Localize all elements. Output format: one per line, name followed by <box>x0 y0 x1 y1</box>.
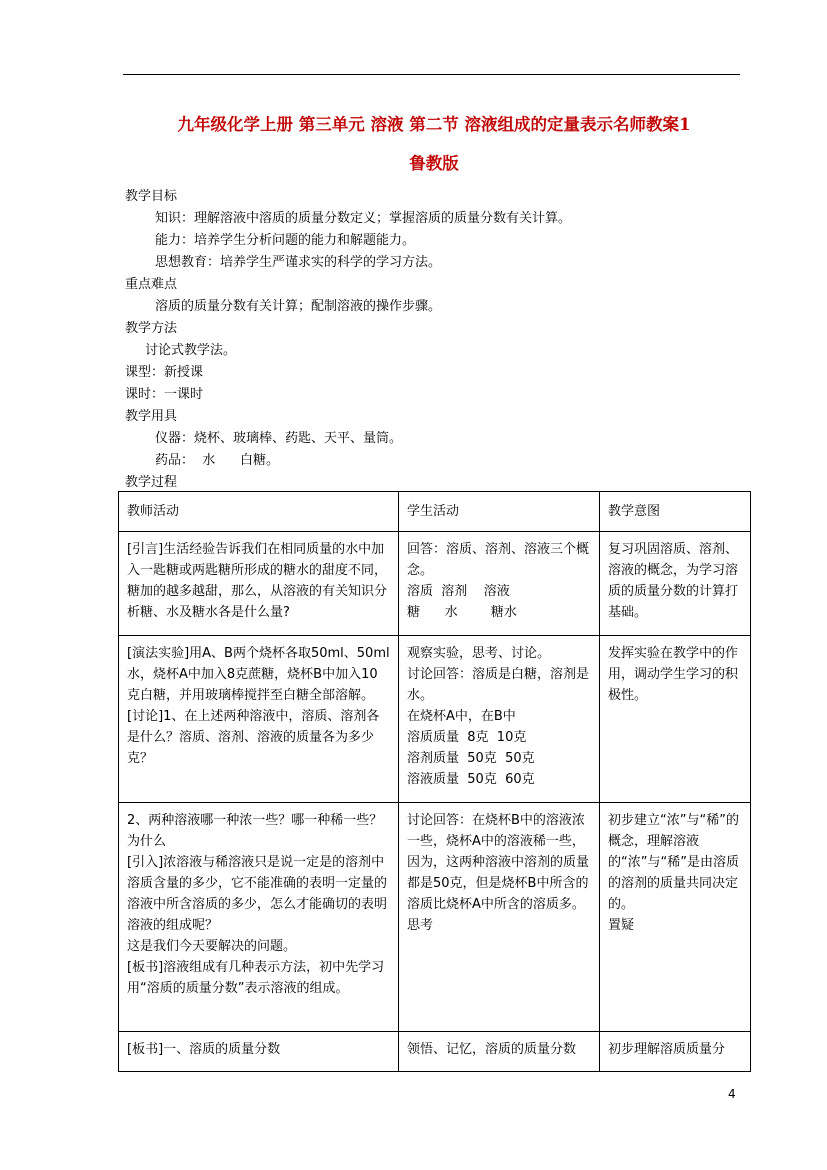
cell-paragraph: 溶液质量 50克 60克 <box>407 772 535 787</box>
teacher-activity-cell <box>119 1032 399 1072</box>
cell-paragraph: 这是我们今天要解决的问题。 <box>127 939 297 954</box>
cell-paragraph: 糖 水 糖水 <box>407 605 517 620</box>
cell-paragraph: [讨论]1、在上述两种溶液中，溶质、溶剂各是什么？溶质、溶剂、溶液的质量各为多少克？ <box>127 709 380 766</box>
cell-paragraph: 初步建立“浓”与“稀”的概念，理解溶液的“浓”与“稀”是由溶质的溶剂的质量共同决定的。 <box>608 813 739 912</box>
student-activity-cell <box>399 532 600 636</box>
table-header-row <box>119 492 751 532</box>
table-row <box>119 1032 751 1072</box>
cell-paragraph: [引入]浓溶液与稀溶液只是说一定是的溶剂中溶质含量的多少，它不能准确的表明一定量的溶液中所含溶质的多少，怎么才能确切的表明溶液的组成呢？ <box>127 855 388 933</box>
cell-paragraph: 回答：溶质、溶剂、溶液三个概念。 <box>407 542 590 578</box>
cell-paragraph: 复习巩固溶质、溶剂、溶液的概念，为学习溶质的质量分数的计算打基础。 <box>608 542 739 620</box>
cell-paragraph: 初步理解溶质质量分 <box>608 1042 726 1057</box>
teaching-process-table <box>118 491 751 1072</box>
teacher-activity-cell <box>119 636 399 803</box>
header-rule <box>123 74 740 75</box>
cell-paragraph: 溶剂质量 50克 50克 <box>407 751 535 766</box>
key-points-text: 溶质的质量分数有关计算；配制溶液的操作步骤。 <box>155 299 442 314</box>
teaching-intent-cell <box>600 1032 751 1072</box>
cell-paragraph: 在烧杯A中，在B中 <box>407 709 516 724</box>
teaching-intent-cell <box>600 636 751 803</box>
section-heading-key-points: 重点难点 <box>125 277 178 292</box>
teacher-activity-cell <box>119 803 399 1032</box>
student-activity-cell <box>399 803 600 1032</box>
cell-paragraph: 2、两种溶液哪一种浓一些？哪一种稀一些？为什么 <box>127 813 383 849</box>
section-heading-objectives: 教学目标 <box>125 189 178 204</box>
teacher-activity-cell <box>119 532 399 636</box>
cell-paragraph: 领悟、记忆，溶质的质量分数 <box>407 1042 577 1057</box>
cell-paragraph: 发挥实验在教学中的作用，调动学生学习的积极性。 <box>608 646 739 703</box>
lesson-type: 课型：新授课 <box>125 365 204 380</box>
teaching-intent-cell <box>600 532 751 636</box>
cell-paragraph: 置疑 <box>608 918 635 933</box>
section-heading-tools: 教学用具 <box>125 409 178 424</box>
header-student-activity: 学生活动 <box>399 492 600 532</box>
lesson-hours: 课时：一课时 <box>125 387 204 402</box>
tools-reagents: 药品： 水 白糖。 <box>155 453 280 468</box>
student-activity-cell <box>399 1032 600 1072</box>
cell-paragraph: 溶质 溶剂 溶液 <box>407 584 510 599</box>
cell-paragraph: [板书]溶液组成有几种表示方法，初中先学习用“溶质的质量分数”表示溶液的组成。 <box>127 960 385 996</box>
cell-paragraph: [板书]一、溶质的质量分数 <box>127 1042 281 1057</box>
table-row <box>119 636 751 803</box>
page-number: 4 <box>728 1087 736 1101</box>
cell-paragraph: 思考 <box>407 918 434 933</box>
tools-instruments: 仪器：烧杯、玻璃棒、药匙、天平、量筒。 <box>155 431 403 446</box>
document-title-line-2: 鲁教版 <box>409 154 459 173</box>
cell-paragraph: [引言]生活经验告诉我们在相同质量的水中加入一匙糖或两匙糖所形成的糖水的甜度不同，糖加的越多越甜，那么，从溶液的有关知识分析糖、水及糖水各是什么量? <box>127 542 388 620</box>
objective-knowledge: 知识：理解溶液中溶质的质量分数定义；掌握溶质的质量分数有关计算。 <box>155 211 572 226</box>
table-row <box>119 803 751 1032</box>
cell-paragraph: 讨论回答：在烧杯B中的溶液浓一些，烧杯A中的溶液稀一些，因为，这两种溶液中溶剂的质量都是50克，但是烧杯B中所含的溶质比烧杯A中所含的溶质多。 <box>407 813 590 912</box>
table-row <box>119 532 751 636</box>
header-teaching-intent: 教学意图 <box>600 492 751 532</box>
teaching-intent-cell <box>600 803 751 1032</box>
cell-paragraph: 讨论回答：溶质是白糖，溶剂是水。 <box>407 667 590 703</box>
section-heading-method: 教学方法 <box>125 321 178 336</box>
header-teacher-activity: 教师活动 <box>119 492 399 532</box>
document-title-line-1: 九年级化学上册 第三单元 溶液 第二节 溶液组成的定量表示名师教案1 <box>177 115 691 134</box>
lesson-plan-body <box>125 186 745 494</box>
objective-ability: 能力：培养学生分析问题的能力和解题能力。 <box>155 233 416 248</box>
student-activity-cell <box>399 636 600 803</box>
method-text: 讨论式教学法。 <box>145 343 237 358</box>
cell-paragraph: 观察实验，思考、讨论。 <box>407 646 551 661</box>
section-heading-process: 教学过程 <box>125 475 178 490</box>
cell-paragraph: [演法实验]用A、B两个烧杯各取50ml、50ml水，烧杯A中加入8克蔗糖，烧杯B中加入10克白糖，并用玻璃棒搅拌至白糖全部溶解。 <box>127 646 390 703</box>
cell-paragraph: 溶质质量 8克 10克 <box>407 730 527 745</box>
objective-ideology: 思想教育：培养学生严谨求实的科学的学习方法。 <box>155 255 442 270</box>
